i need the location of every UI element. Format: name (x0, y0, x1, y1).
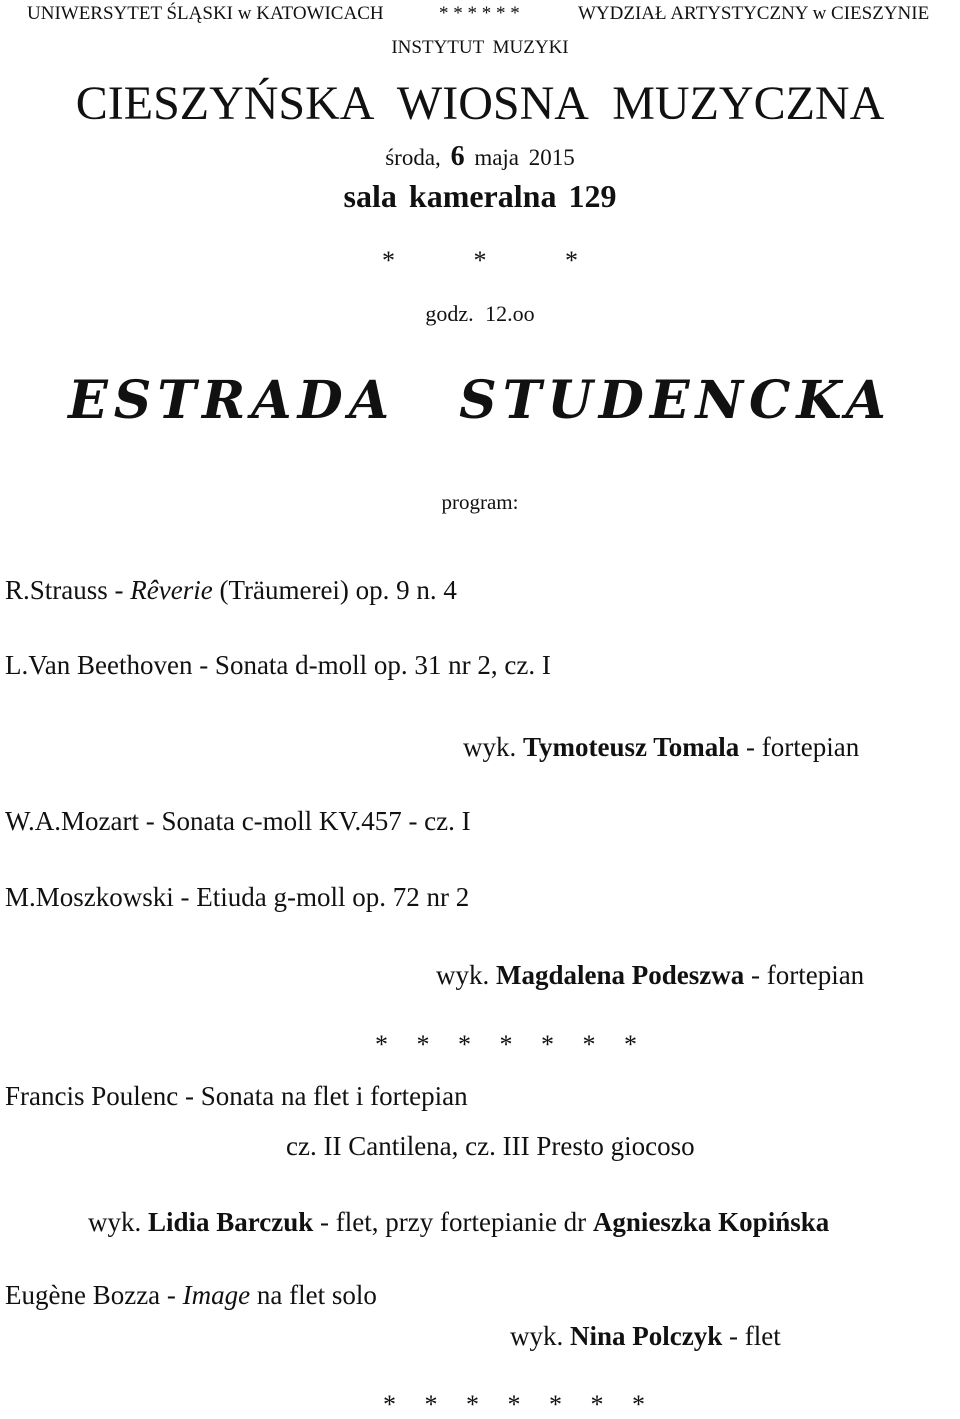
program-item-poulenc: Francis Poulenc - Sonata na flet i fortepian (5, 1081, 468, 1111)
work-title: Rêverie (130, 575, 213, 605)
work-title: Image (182, 1280, 251, 1310)
date-day: 6 (450, 141, 465, 172)
program-item-mozart: W.A.Mozart - Sonata c-moll KV.457 - cz. I (5, 806, 471, 836)
separator-stars: * * * * * * * (383, 1390, 656, 1419)
header-stars: * * * * * * (439, 3, 520, 24)
performer-instrument: - fortepian (744, 960, 865, 990)
performer-name: Lidia Barczuk (148, 1207, 314, 1237)
performer-instrument: - flet, przy fortepianie dr (313, 1207, 593, 1237)
program-item-poulenc-movements: cz. II Cantilena, cz. III Presto giocoso (286, 1131, 695, 1161)
performer-name: Nina Polczyk (570, 1321, 723, 1351)
performer-name: Tymoteusz Tomala (523, 732, 740, 762)
program-item-moszkowski: M.Moszkowski - Etiuda g-moll op. 72 nr 2 (5, 882, 470, 912)
university-name: UNIWERSYTET ŚLĄSKI w KATOWICACH (27, 3, 384, 24)
program-item-beethoven: L.Van Beethoven - Sonata d-moll op. 31 nr 2, cz. I (5, 650, 551, 680)
festival-title: CIESZYŃSKA WIOSNA MUZYCZNA (75, 77, 885, 130)
faculty-name: WYDZIAŁ ARTYSTYCZNY w CIESZYNIE (578, 3, 930, 24)
event-time: godz. 12.oo (425, 301, 535, 326)
performer-prefix: wyk. (436, 960, 496, 990)
program-label: program: (441, 490, 519, 514)
performer-line-4 (510, 1323, 781, 1350)
institute-name: INSTYTUT MUZYKI (391, 37, 569, 58)
performer-prefix: wyk. (463, 732, 523, 762)
performer-prefix: wyk. (88, 1207, 148, 1237)
date-weekday: środa, (385, 145, 441, 170)
performer-line-1 (463, 734, 859, 761)
concert-title: ESTRADA STUDENCKA (68, 370, 892, 431)
performer-prefix: wyk. (510, 1321, 570, 1351)
performer-line-2 (436, 962, 864, 989)
performer-line-3 (88, 1209, 829, 1236)
work-details: (Träumerei) op. 9 n. 4 (212, 575, 457, 605)
work-details: na flet solo (250, 1280, 377, 1310)
composer: Eugène Bozza - (5, 1280, 183, 1310)
composer: R.Strauss - (5, 575, 131, 605)
performer-instrument: - fortepian (739, 732, 860, 762)
program-item-bozza (5, 1282, 377, 1309)
accompanist-name: Agnieszka Kopińska (592, 1207, 830, 1237)
event-venue: sala kameralna 129 (343, 178, 617, 214)
event-date (0, 143, 960, 171)
performer-instrument: - flet (722, 1321, 781, 1351)
program-item-strauss (5, 577, 457, 604)
performer-name: Magdalena Podeszwa (496, 960, 745, 990)
separator-stars: * * * (382, 246, 614, 275)
separator-stars: * * * * * * * (375, 1030, 648, 1059)
date-month-year: maja 2015 (474, 145, 575, 170)
